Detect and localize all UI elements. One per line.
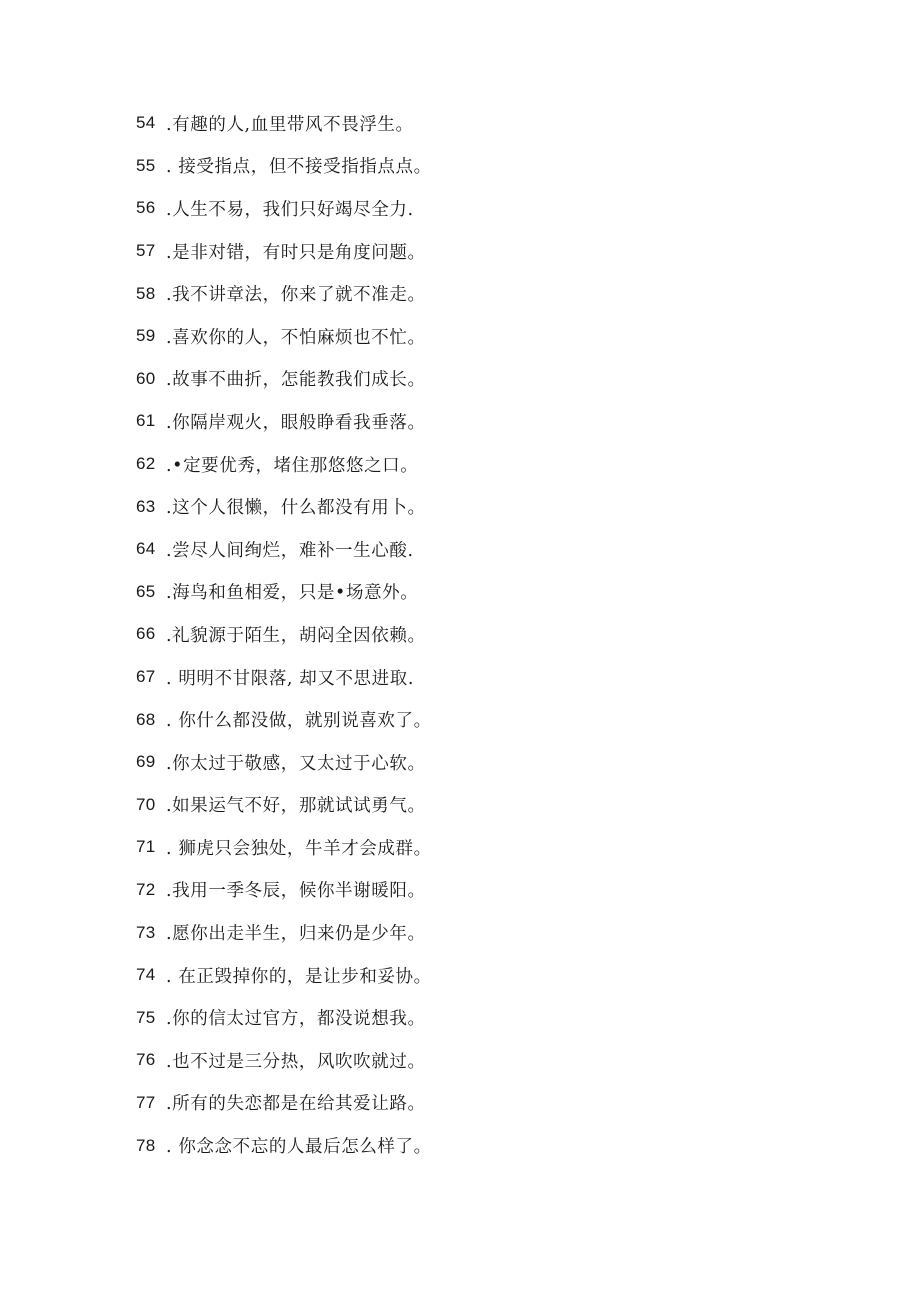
item-text: . 狮虎只会独处，牛羊才会成群。 [166, 838, 432, 859]
list-item [136, 698, 836, 741]
list-item [136, 826, 836, 869]
list-item [136, 528, 836, 571]
quote-list [136, 102, 836, 1167]
item-text: . 你念念不忘的人最后怎么样了。 [166, 1137, 432, 1158]
list-item [136, 443, 836, 486]
list-item [136, 230, 836, 273]
item-text: .是非对错，有时只是角度问题。 [166, 242, 426, 263]
list-item [136, 315, 836, 358]
item-text: .愿你出走半生，归来仍是少年。 [166, 924, 426, 945]
item-number: 57 [136, 241, 156, 261]
item-text: . 在正毁掉你的，是让步和妥协。 [166, 966, 432, 987]
item-text: .也不过是三分热，风吹吹就过。 [166, 1051, 426, 1072]
item-text: . 接受指点，但不接受指指点点。 [166, 157, 432, 178]
item-number: 54 [136, 113, 156, 133]
item-number: 78 [136, 1135, 156, 1155]
item-number: 55 [136, 155, 156, 175]
item-number: 73 [136, 922, 156, 942]
item-number: 63 [136, 496, 156, 516]
item-number: 74 [136, 965, 156, 985]
list-item [136, 784, 836, 827]
list-item [136, 656, 836, 699]
item-text: .我用一季冬辰，候你半谢暖阳。 [166, 881, 426, 902]
item-text: .海鸟和鱼相爱，只是•场意外。 [166, 583, 419, 604]
list-item [136, 954, 836, 997]
item-number: 59 [136, 326, 156, 346]
item-text: .有趣的人,血里带风不畏浮生。 [166, 114, 414, 135]
item-text: .故事不曲折，怎能教我们成长。 [166, 370, 426, 391]
item-number: 58 [136, 283, 156, 303]
item-number: 70 [136, 794, 156, 814]
list-item [136, 1082, 836, 1125]
item-text: .我不讲章法，你来了就不准走。 [166, 285, 426, 306]
list-item [136, 911, 836, 954]
list-item [136, 102, 836, 145]
item-text: .你太过于敬感，又太过于心软。 [166, 753, 426, 774]
item-number: 77 [136, 1092, 156, 1112]
item-text: .礼貌源于陌生，胡闷全因依赖。 [166, 625, 426, 646]
item-number: 67 [136, 667, 156, 687]
item-number: 71 [136, 837, 156, 857]
item-text: . 明明不甘限落, 却又不思进取. [166, 668, 415, 689]
item-text: . 你什么都没做，就别说喜欢了。 [166, 711, 432, 732]
list-item [136, 869, 836, 912]
list-item [136, 571, 836, 614]
item-number: 76 [136, 1050, 156, 1070]
item-number: 72 [136, 879, 156, 899]
list-item [136, 996, 836, 1039]
item-number: 56 [136, 198, 156, 218]
list-item [136, 145, 836, 188]
item-text: .你隔岸观火，眼般睁看我垂落。 [166, 412, 426, 433]
item-number: 62 [136, 454, 156, 474]
item-text: .你的信太过官方，都没说想我。 [166, 1009, 426, 1030]
item-number: 64 [136, 539, 156, 559]
item-text: .人生不易，我们只好竭尽全力. [166, 199, 414, 220]
list-item [136, 613, 836, 656]
list-item [136, 1039, 836, 1082]
item-text: .•定要优秀，堵住那悠悠之口。 [166, 455, 419, 476]
list-item [136, 358, 836, 401]
item-number: 60 [136, 368, 156, 388]
item-number: 68 [136, 709, 156, 729]
item-number: 66 [136, 624, 156, 644]
item-number: 75 [136, 1007, 156, 1027]
list-item [136, 400, 836, 443]
list-item [136, 1124, 836, 1167]
item-number: 61 [136, 411, 156, 431]
item-text: .尝尽人间绚烂，难补一生心酸. [166, 540, 414, 561]
item-text: .所有的失恋都是在给其爱让路。 [166, 1094, 426, 1115]
item-number: 69 [136, 752, 156, 772]
item-text: .这个人很懒，什么都没有用卜。 [166, 498, 426, 519]
list-item [136, 485, 836, 528]
list-item [136, 187, 836, 230]
item-text: .喜欢你的人，不怕麻烦也不忙。 [166, 327, 426, 348]
list-item [136, 741, 836, 784]
item-text: .如果运气不好，那就试试勇气。 [166, 796, 426, 817]
item-number: 65 [136, 581, 156, 601]
list-item [136, 272, 836, 315]
